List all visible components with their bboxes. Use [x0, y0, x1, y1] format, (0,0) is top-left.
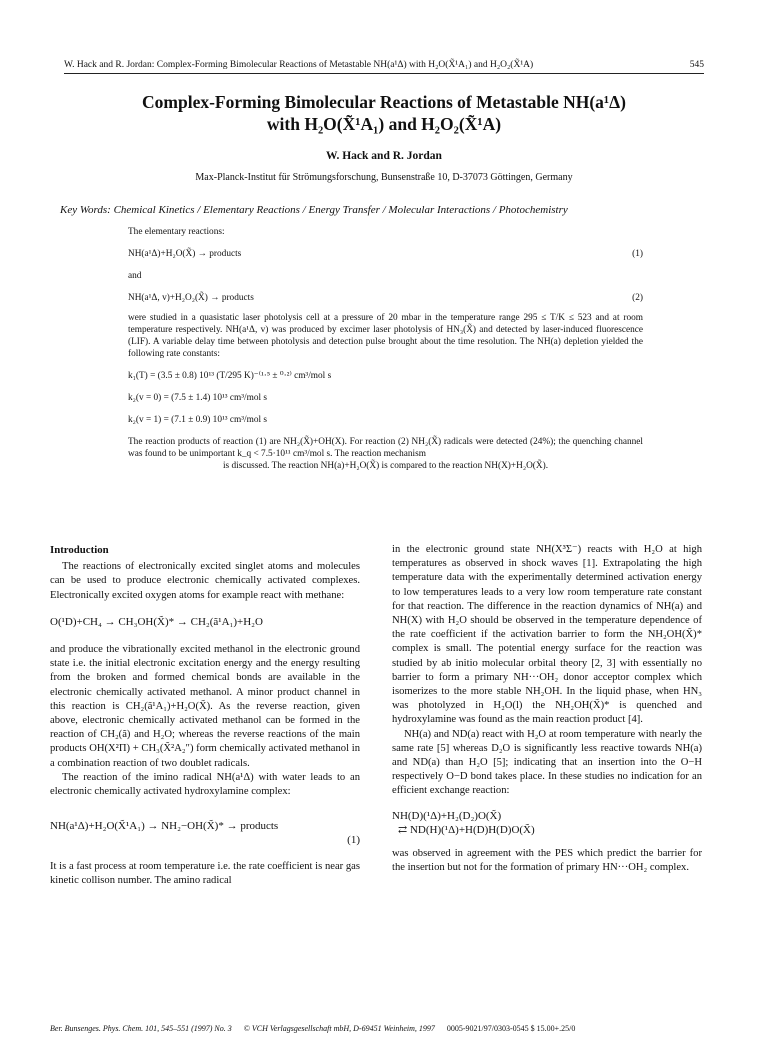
rate-constant-k2-v0: k₂(v = 0) = (7.5 ± 1.4) 10¹³ cm³/mol s — [128, 393, 267, 403]
right-column — [392, 543, 702, 875]
paragraph: The reactions of electronically excited singlet atoms and molecules can be used to produce electronic chemically activated complexes. Electronically excited oxygen atoms for example react with methane: — [50, 561, 360, 601]
paragraph: was observed in agreement with the PES which predict the barrier for the insertion but not for the formation of primary HN···OH₂ complex. — [392, 848, 702, 874]
affiliation: Max-Planck-Institut für Strömungsforschung, Bunsenstraße 10, D-37073 Göttingen, Germany — [195, 172, 573, 183]
article-title — [40, 91, 728, 135]
paragraph: and produce the vibrationally excited methanol in the electronic ground state i.e. the initial electronic excitation energy and the energy resulting from the broken and formed chemical bonds are available in the electronic chemically activated methanol. A minor product channel in this reaction is CH₂(ã¹A₁)+H₂O(X̃). As the reverse reaction, given above, electronic chemically activated methanol can be formed in the reaction of CH₂(ã) and H₂O; whereas the reverse reactions of the main products OH(X²Π) + CH₃(X̃²A₂″) form chemically activated methanol in a combination reaction of two doublet radicals. — [50, 644, 360, 769]
abstract — [128, 226, 643, 472]
equation-number: (2) — [632, 293, 643, 303]
rate-constant-k1: k₁(T) = (3.5 ± 0.8) 10¹³ (T/295 K)⁻⁽¹·⁵ ± ⁰·²⁾ cm³/mol s — [128, 371, 332, 381]
equation-text: NH(a¹Δ)+H₂O(X̃) → products — [128, 249, 242, 259]
left-column — [50, 543, 360, 888]
equation-exchange-line-2: ⇄ ND(H)(¹Δ)+H(D)H(D)O(X̃) — [398, 823, 535, 836]
abstract-intro: The elementary reactions: — [128, 227, 225, 237]
equation-number: (1) — [347, 834, 360, 847]
paragraph: NH(a) and ND(a) react with H₂O at room temperature with nearly the same rate [5] whereas D₂O is significantly less reactive towards NH(a) and ND(a) than H₂O [5]; indicating that an insertion into the O−H respectively O−D bond takes place. In these studies no indication for an efficient exchange reaction: — [392, 728, 702, 797]
equation-methane: O(¹D)+CH₄ → CH₃OH(X̃)* → CH₂(ã¹A₁)+H₂O — [50, 615, 263, 628]
equation-text: NH(a¹Δ, v)+H₂O₂(X̃) → products — [128, 293, 254, 303]
keywords: Key Words: Chemical Kinetics / Elementary Reactions / Energy Transfer / Molecular Interactions / Photochemistry — [60, 204, 568, 216]
paragraph: It is a fast process at room temperature i.e. the rate coefficient is near gas kinetic collison number. The amino radical — [50, 860, 360, 886]
title-line-2: with H₂O(X̃¹A₁) and H₂O₂(X̃¹A) — [266, 114, 502, 134]
abstract-body: were studied in a quasistatic laser photolysis cell at a pressure of 20 mbar in the temperature range 295 ≤ T/K ≤ 523 and at room temperature respectively. NH(a¹Δ, v) was produced by excimer laser photolysis of HN₃(X̃) and detected by laser-induced fluorescence (LIF). A variable delay time between photolysis and detection pulse brought about the time resolution. The NH(a) depletion yielded the following rate constants: — [128, 313, 643, 359]
article-code: 0005-9021/97/0303-0545 $ 15.00+.25/0 — [446, 1024, 576, 1033]
paragraph: The reaction of the imino radical NH(a¹Δ) with water leads to an electronic chemically activated hydroxylamine complex: — [50, 771, 360, 798]
paragraph: in the electronic ground state NH(X³Σ⁻) reacts with H₂O at high temperatures as observed in shock waves [1]. Extrapolating the high temperature data with the experimentally determined activation energy to low temperatures leads to a very low room temperature rate constant for that reaction. The difference in the reaction dynamics of NH(a) and NH(X) with H₂O should be observed in the temperature dependence of the rate coefficient if the activation barrier to form the NH₂OH(X̃)* complex is small. The potential energy surface for the reaction was studied by ab initio molecular orbital theory [2, 3] with essentially no barrier to form a primary NH···OH₂ donor acceptor complex which isomerizes to the more stable NH₂OH. In the liquid phase, when HN₃ was photolyzed in H₂O(l) the NH₂OH(X̃)* is quenched and hydroxylamine was found as the main reaction product [4]. — [392, 544, 702, 726]
abstract-equation-1 — [128, 248, 643, 260]
abstract-and: and — [128, 271, 142, 281]
authors: W. Hack and R. Jordan — [326, 150, 442, 162]
journal-citation: Ber. Bunsenges. Phys. Chem. 101, 545–551 (1997) No. 3 — [50, 1024, 232, 1033]
running-head-text: W. Hack and R. Jordan: Complex-Forming Bimolecular Reactions of Metastable NH(a¹Δ) with H₂O(X̃¹A₁) and H₂O₂(X̃¹A) — [64, 60, 534, 70]
running-head — [64, 60, 704, 74]
section-heading-introduction: Introduction — [50, 544, 109, 556]
abstract-equation-2 — [128, 292, 643, 304]
title-line-1: Complex-Forming Bimolecular Reactions of Metastable NH(a¹Δ) — [142, 92, 626, 112]
page-number: 545 — [689, 60, 704, 70]
page-footer — [50, 1024, 718, 1033]
equation-reaction-1: NH(a¹Δ)+H₂O(X̃¹A₁) → NH₂−OH(X̃)* → products — [50, 820, 279, 833]
equation-number: (1) — [632, 249, 643, 259]
rate-constant-k2-v1: k₂(v = 1) = (7.1 ± 0.9) 10¹³ cm³/mol s — [128, 415, 267, 425]
publisher-notice: © VCH Verlagsgesellschaft mbH, D-69451 Weinheim, 1997 — [243, 1024, 435, 1033]
equation-exchange-line-1: NH(D)(¹Δ)+H₂(D₂)O(X̃) — [392, 809, 502, 822]
abstract-closing: The reaction products of reaction (1) are NH₂(X̃)+OH(X). For reaction (2) NH₂(X̃) radicals were detected (24%); the quenching channel was found to be unimportant k_q < 7.5·10¹¹ cm³/mol s. The reaction mechanism — [128, 437, 643, 459]
abstract-closing-last: is discussed. The reaction NH(a)+H₂O(X̃) is compared to the reaction NH(X)+H₂O(X̃). — [222, 461, 549, 471]
